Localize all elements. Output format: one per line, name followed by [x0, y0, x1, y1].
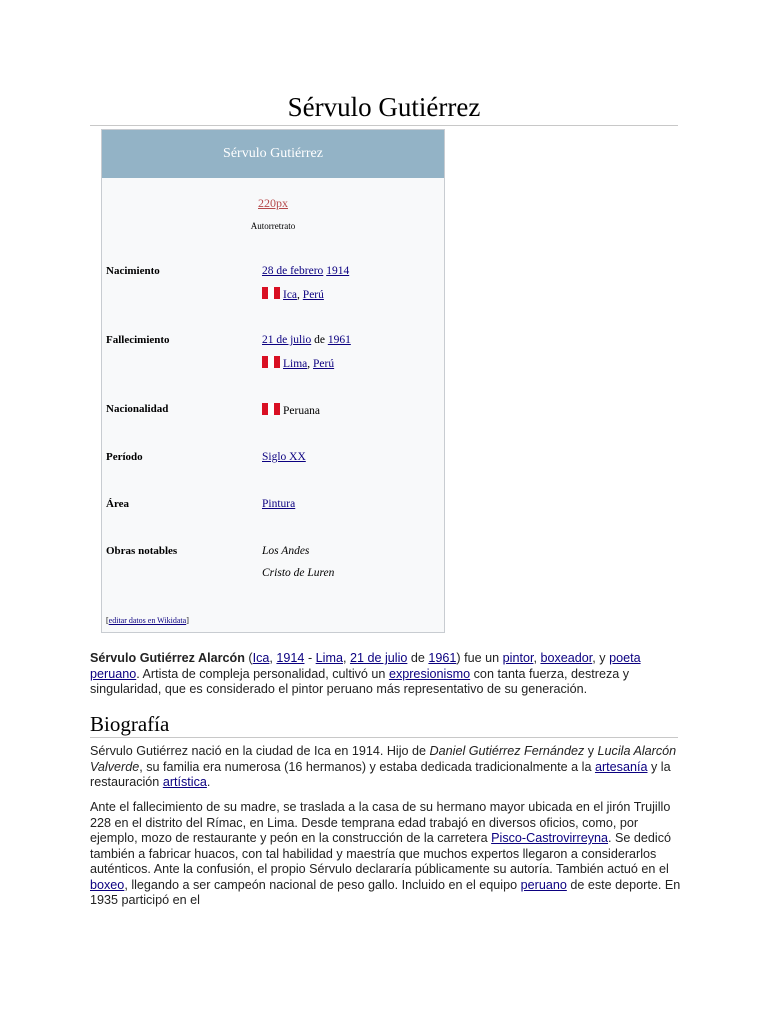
- separator: ,: [297, 289, 300, 301]
- value-obra-2: Cristo de Luren: [262, 567, 335, 579]
- text: Ante el fallecimiento de su madre, se traslada a la casa de su hermano mayor ubicada en el jirón Trujillo 228 en el distrito del Rímac, en Lima. Desde temprana edad trabajó en diversos oficios, como, por ejemplo, mozo de restaurante y peón en la construcción de la carretera: [90, 800, 671, 845]
- text: -: [304, 651, 316, 665]
- link-boxeo[interactable]: boxeo: [90, 877, 125, 892]
- link-lima[interactable]: Lima: [283, 358, 308, 370]
- text: ,: [269, 651, 277, 665]
- bracket-open: [: [106, 616, 109, 625]
- peru-flag-icon: [262, 356, 280, 368]
- link-1961[interactable]: 1961: [327, 334, 351, 346]
- section-divider: [90, 737, 678, 738]
- value-obra-1: Los Andes: [262, 545, 310, 557]
- link-1914[interactable]: 1914: [326, 265, 350, 277]
- text: con tanta fuerza, destreza y singularidad, que es considerado el pintor peruano más representativo de su generación.: [90, 666, 630, 696]
- link-boxeador[interactable]: boxeador: [540, 651, 593, 665]
- link-21-julio[interactable]: 21 de julio: [262, 334, 312, 346]
- link-ica[interactable]: Ica: [252, 651, 270, 665]
- label-nacionalidad: Nacionalidad: [106, 403, 169, 415]
- link-pisco-castrovirreyna[interactable]: Pisco-Castrovirreyna: [491, 831, 608, 845]
- edit-wikidata-link[interactable]: editar datos en Wikidata: [108, 616, 187, 625]
- link-peru[interactable]: Perú: [313, 358, 335, 370]
- infobox-image-placeholder: [102, 196, 444, 211]
- page-title: Sérvulo Gutiérrez: [287, 92, 481, 122]
- label-fallecimiento: Fallecimiento: [106, 334, 170, 346]
- text: .: [206, 775, 211, 789]
- edit-wikidata: [106, 616, 189, 625]
- link-1961[interactable]: 1961: [428, 651, 457, 665]
- text: , y: [592, 651, 610, 665]
- infobox-image-link[interactable]: 220px: [258, 196, 288, 210]
- text: . Se dedicó también a fabricar huacos, con tal habilidad y maestría que muchos expertos llegaron a considerarlos auténticos. Ante la confusión, el propio Sérvulo declararía públicamente su autoría. También actuó en el: [90, 831, 672, 876]
- link-artistica[interactable]: artística: [162, 775, 207, 789]
- separator: ,: [307, 358, 311, 370]
- value-fallecimiento-place: [262, 356, 334, 370]
- value-nacimiento-place: [262, 287, 324, 301]
- text: de este deporte. En 1935 participó en el: [90, 877, 681, 907]
- nacionalidad-text: Peruana: [283, 405, 321, 417]
- text: ,: [342, 651, 350, 665]
- link-peruano[interactable]: peruano: [520, 877, 567, 892]
- infobox-header: Sérvulo Gutiérrez: [102, 130, 444, 178]
- text: y la restauración: [90, 759, 671, 789]
- link-artesania[interactable]: artesanía: [594, 759, 648, 774]
- link-ica[interactable]: Ica: [283, 289, 298, 301]
- value-periodo: [262, 451, 306, 463]
- infobox-caption: Autorretrato: [250, 221, 296, 231]
- link-siglo-xx[interactable]: Siglo XX: [262, 451, 306, 463]
- text: ,: [533, 651, 541, 665]
- value-area: [262, 498, 295, 510]
- text: Sérvulo Gutiérrez nació en la ciudad de Ica en 1914. Hijo de: [90, 744, 430, 758]
- section-heading-biografia: Biografía: [90, 712, 170, 736]
- text: y: [584, 744, 598, 758]
- bio-paragraph-1: [90, 744, 682, 791]
- peru-flag-icon: [262, 403, 280, 415]
- label-obras-notables: Obras notables: [106, 545, 178, 557]
- link-peru[interactable]: Perú: [302, 289, 324, 301]
- link-peruano[interactable]: peruano: [90, 666, 137, 681]
- intro-paragraph: [90, 651, 682, 698]
- link-poeta[interactable]: poeta: [609, 651, 641, 665]
- link-28-febrero[interactable]: 28 de febrero: [262, 265, 324, 277]
- peru-flag-icon: [262, 287, 280, 299]
- bio-paragraph-2: [90, 800, 682, 909]
- text: , llegando a ser campeón nacional de peso gallo. Incluido en el equipo: [124, 877, 521, 892]
- father-name: Daniel Gutiérrez Fernández: [429, 744, 585, 758]
- infobox: [101, 129, 445, 633]
- text: , su familia era numerosa (16 hermanos) y estaba dedicada tradicionalmente a la: [139, 759, 595, 774]
- label-periodo: Período: [106, 451, 143, 463]
- de-text: de: [314, 334, 325, 346]
- link-lima[interactable]: Lima: [315, 651, 343, 665]
- bracket-close: ]: [186, 616, 189, 625]
- text: (: [244, 651, 253, 665]
- title-divider: [90, 125, 678, 126]
- label-nacimiento: Nacimiento: [106, 265, 160, 277]
- value-nacimiento-date: [262, 265, 349, 277]
- label-area: Área: [106, 498, 130, 510]
- text: de: [407, 651, 429, 665]
- link-21-julio[interactable]: 21 de julio: [349, 651, 408, 665]
- link-expresionismo[interactable]: expresionismo: [388, 666, 471, 681]
- link-pintura[interactable]: Pintura: [262, 498, 296, 510]
- value-fallecimiento-date: [262, 334, 351, 346]
- link-1914[interactable]: 1914: [276, 651, 305, 665]
- value-nacionalidad: [262, 403, 320, 417]
- subject-name: Sérvulo Gutiérrez Alarcón: [90, 651, 245, 665]
- link-pintor[interactable]: pintor: [502, 651, 534, 665]
- mother-name: Lucila Alarcón Valverde: [90, 744, 677, 774]
- text: . Artista de compleja personalidad, cultivó un: [136, 666, 389, 681]
- text: ) fue un: [456, 651, 503, 665]
